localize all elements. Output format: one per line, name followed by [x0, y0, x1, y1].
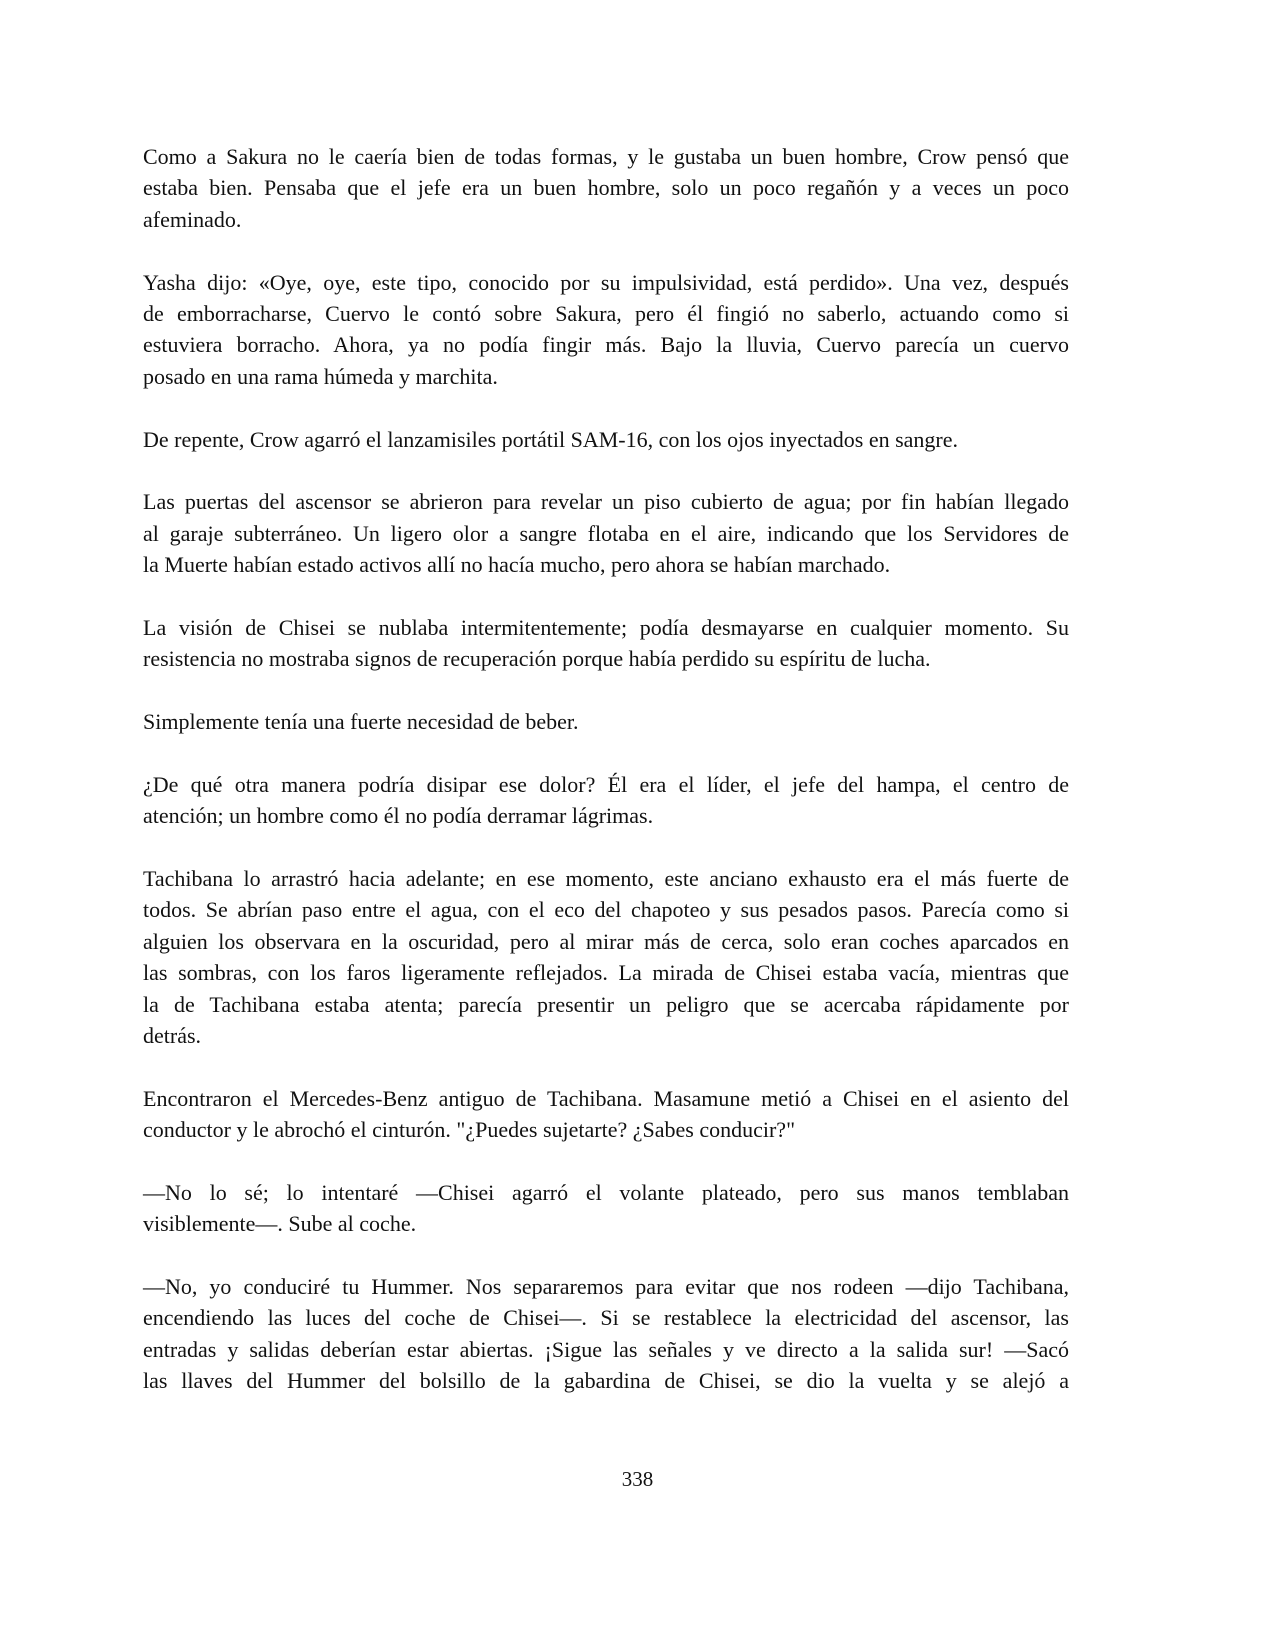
text-line: posado en una rama húmeda y marchita. [143, 363, 498, 389]
text-line: La visión de Chisei se nublaba intermitentemente; podía desmayarse en cualquier momento. Su [143, 614, 1069, 640]
paragraph [143, 769, 1069, 832]
paragraph [143, 141, 1069, 235]
text-line: Encontraron el Mercedes-Benz antiguo de Tachibana. Masamune metió a Chisei en el asiento del [143, 1085, 1069, 1111]
paragraph [143, 1271, 1069, 1397]
text-line: Como a Sakura no le caería bien de todas formas, y le gustaba un buen hombre, Crow pensó que [143, 144, 1069, 169]
paragraph [143, 706, 1069, 737]
text-line: Simplemente tenía una fuerte necesidad de beber. [143, 709, 579, 735]
page-body-text [143, 141, 1069, 1428]
text-line: ¿De qué otra manera podría disipar ese dolor? Él era el líder, el jefe del hampa, el centro de [143, 771, 1069, 797]
text-line: al garaje subterráneo. Un ligero olor a sangre flotaba en el aire, indicando que los Servidores de [143, 520, 1069, 546]
text-line: las sombras, con los faros ligeramente reflejados. La mirada de Chisei estaba vacía, mientras que [143, 960, 1069, 986]
text-line: atención; un hombre como él no podía derramar lágrimas. [143, 803, 654, 829]
paragraph [143, 863, 1069, 1051]
paragraph [143, 424, 1069, 455]
text-line: detrás. [143, 1022, 202, 1048]
text-line: de emborracharse, Cuervo le contó sobre Sakura, pero él fingió no saberlo, actuando como si [143, 300, 1069, 326]
text-line: De repente, Crow agarró el lanzamisiles portátil SAM-16, con los ojos inyectados en sangre. [143, 426, 958, 452]
text-line: las llaves del Hummer del bolsillo de la gabardina de Chisei, se dio la vuelta y se alejó a [143, 1368, 1069, 1394]
text-line: la Muerte habían estado activos allí no hacía mucho, pero ahora se habían marchado. [143, 552, 891, 578]
paragraph [143, 612, 1069, 675]
text-line: conductor y le abrochó el cinturón. "¿Puedes sujetarte? ¿Sabes conducir?" [143, 1117, 796, 1143]
text-line: entradas y salidas deberían estar abiertas. ¡Sigue las señales y ve directo a la salida sur! —Sacó [143, 1336, 1069, 1362]
paragraph [143, 1177, 1069, 1240]
text-line: encendiendo las luces del coche de Chisei—. Si se restablece la electricidad del ascensor, las [143, 1305, 1069, 1331]
text-line: todos. Se abrían paso entre el agua, con el eco del chapoteo y sus pesados pasos. Parecía como si [143, 897, 1069, 923]
text-line: la de Tachibana estaba atenta; parecía presentir un peligro que se acercaba rápidamente por [143, 991, 1069, 1017]
text-line: alguien los observara en la oscuridad, pero al mirar más de cerca, solo eran coches aparcados en [143, 928, 1069, 954]
text-line: visiblemente—. Sube al coche. [143, 1211, 417, 1237]
text-line: —No lo sé; lo intentaré —Chisei agarró el volante plateado, pero sus manos temblaban [143, 1179, 1069, 1205]
text-line: estuviera borracho. Ahora, ya no podía fingir más. Bajo la lluvia, Cuervo parecía un cuervo [143, 332, 1069, 358]
paragraph [143, 1083, 1069, 1146]
text-line: afeminado. [143, 206, 242, 232]
text-line: Las puertas del ascensor se abrieron para revelar un piso cubierto de agua; por fin habían llegado [143, 489, 1069, 515]
paragraph [143, 486, 1069, 580]
text-line: estaba bien. Pensaba que el jefe era un buen hombre, solo un poco regañón y a veces un poco [143, 175, 1069, 201]
page-number: 338 [621, 1467, 654, 1491]
paragraph [143, 267, 1069, 393]
text-line: —No, yo conduciré tu Hummer. Nos separaremos para evitar que nos rodeen —dijo Tachibana, [143, 1274, 1069, 1300]
text-line: Tachibana lo arrastró hacia adelante; en ese momento, este anciano exhausto era el más fuerte de [143, 865, 1069, 891]
text-line: resistencia no mostraba signos de recuperación porque había perdido su espíritu de lucha. [143, 646, 931, 672]
text-line: Yasha dijo: «Oye, oye, este tipo, conocido por su impulsividad, está perdido». Una vez, después [143, 269, 1069, 295]
